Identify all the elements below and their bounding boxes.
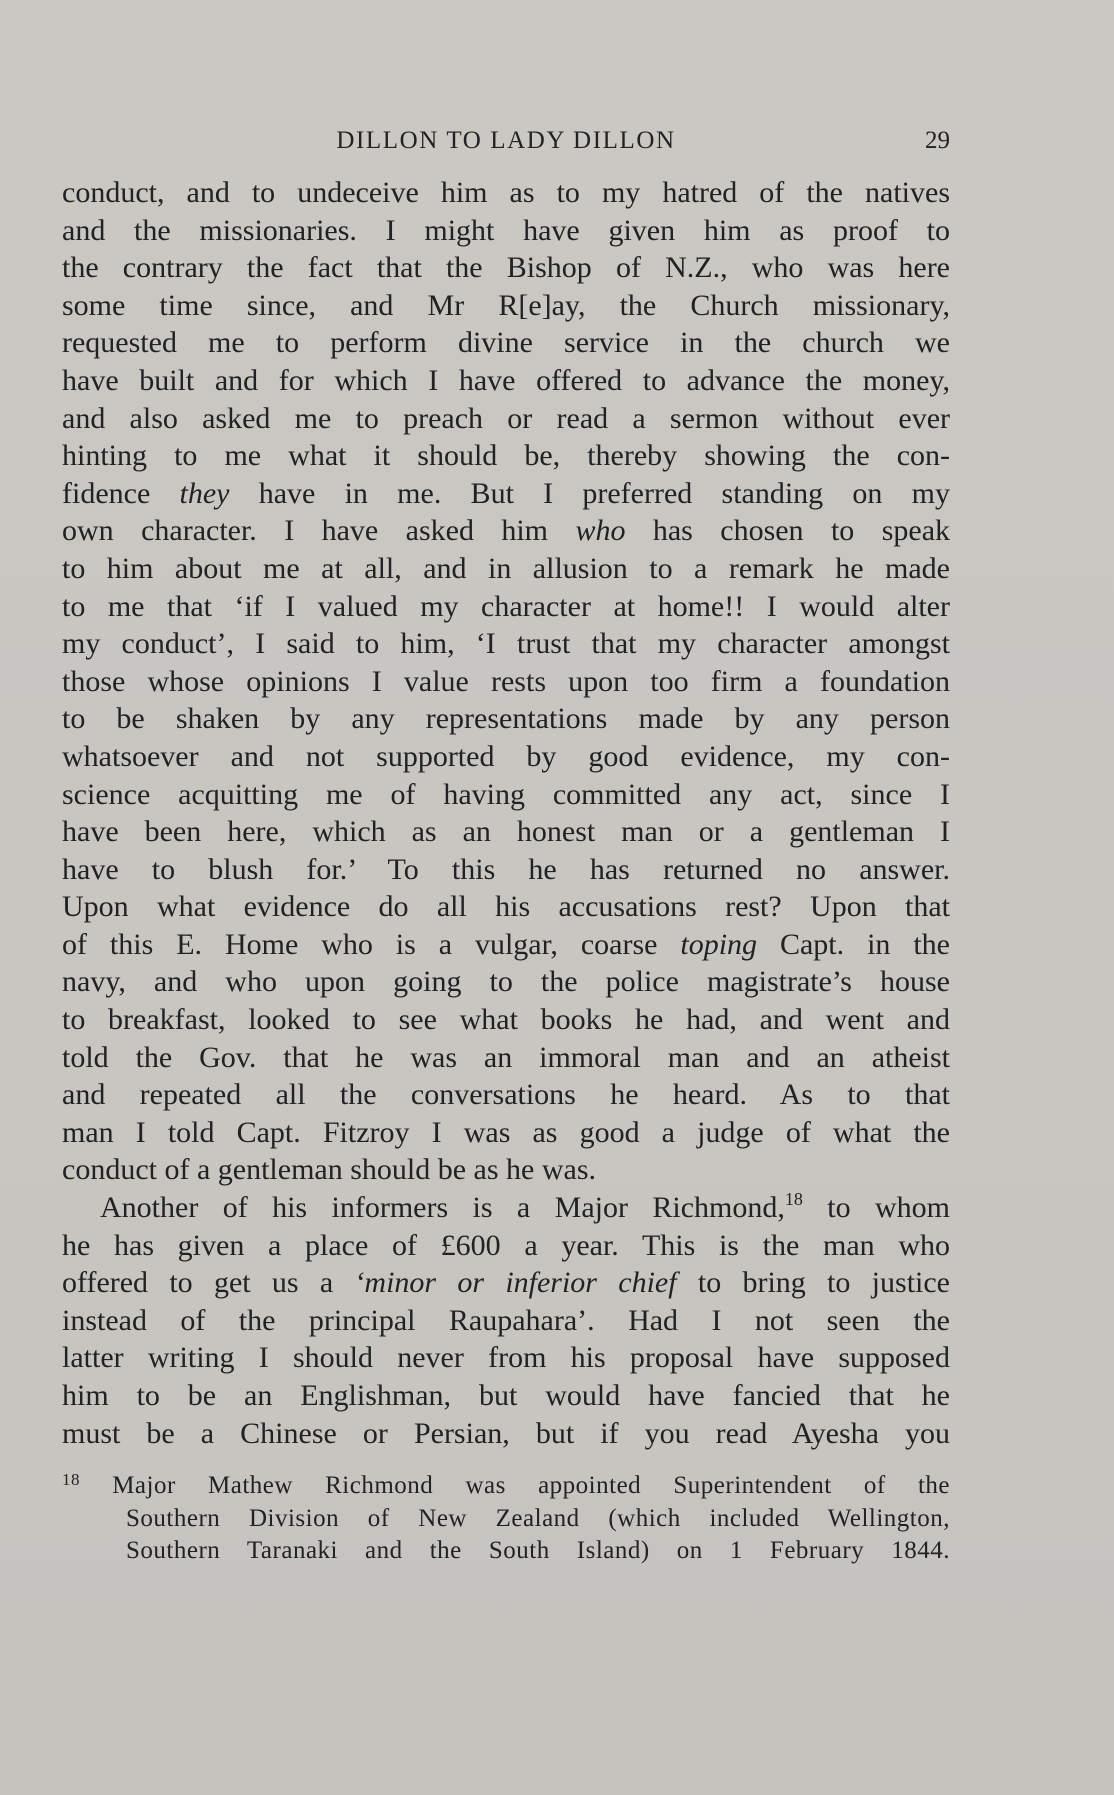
text-line <box>62 663 950 701</box>
page-number: 29 <box>925 127 950 154</box>
text-segment: whatsoever and not supported by good evidence, my con- <box>62 739 950 773</box>
text-line <box>62 926 950 964</box>
text-segment: have built and for which I have offered to advance the money, <box>62 363 950 397</box>
text-line <box>62 324 950 362</box>
text-line <box>62 1039 950 1077</box>
text-segment: those whose opinions I value rests upon too firm a foundation <box>62 664 950 698</box>
text-segment: to bring to justice <box>676 1266 950 1300</box>
text-line <box>62 738 950 776</box>
text-line <box>62 776 950 814</box>
italic-text: they <box>179 476 230 510</box>
footnote-text: Southern Division of New Zealand (which included Wellington, <box>126 1504 950 1532</box>
text-segment: science acquitting me of having committed any act, since I <box>62 777 950 811</box>
text-segment: have in me. But I preferred standing on my <box>229 476 950 510</box>
text-segment: latter writing I should never from his proposal have supposed <box>62 1341 950 1375</box>
italic-text: who <box>575 514 626 548</box>
text-segment: own character. I have asked him <box>62 514 576 548</box>
text-line <box>62 287 950 325</box>
text-segment: has chosen to speak <box>625 514 950 548</box>
text-line <box>62 249 950 287</box>
text-segment: and repeated all the conversations he heard. As to that <box>62 1078 950 1112</box>
text-line <box>62 1227 950 1265</box>
text-segment: my conduct’, I said to him, ‘I trust that my character amongst <box>62 627 950 661</box>
text-segment: to me that ‘if I valued my character at home!! I would alter <box>62 589 950 623</box>
footnote-line <box>62 1503 950 1536</box>
text-segment: Upon what evidence do all his accusations rest? Upon that <box>62 890 950 924</box>
text-segment: some time since, and Mr R[e]ay, the Church missionary, <box>62 288 950 322</box>
text-segment: to him about me at all, and in allusion to a remark he made <box>62 551 950 585</box>
text-line <box>62 400 950 438</box>
text-segment: and the missionaries. I might have given him as proof to <box>62 213 950 247</box>
text-segment: have been here, which as an honest man or a gentleman I <box>62 815 950 849</box>
text-segment: hinting to me what it should be, thereby showing the con- <box>62 439 950 473</box>
text-segment: requested me to perform divine service in the church we <box>62 326 950 360</box>
text-segment: to breakfast, looked to see what books he had, and went and <box>62 1003 950 1037</box>
footnote-line <box>62 1470 950 1503</box>
text-segment: instead of the principal Raupahara’. Had I not seen the <box>62 1303 950 1337</box>
footnote-text: Southern Taranaki and the South Island) on 1 February 1844. <box>126 1537 950 1564</box>
italic-text: toping <box>680 927 758 961</box>
text-line <box>62 851 950 889</box>
text-segment: man I told Capt. Fitzroy I was as good a judge of what the <box>62 1115 950 1149</box>
text-segment: to whom <box>802 1191 950 1225</box>
text-segment: the contrary the fact that the Bishop of N.Z., who was here <box>62 251 950 285</box>
footnote-reference: 18 <box>784 1189 803 1210</box>
text-line <box>62 1302 950 1340</box>
page-header <box>62 124 950 158</box>
text-line <box>62 963 950 1001</box>
text-line <box>62 1377 950 1415</box>
text-line <box>62 212 950 250</box>
text-segment: must be a Chinese or Persian, but if you read Ayesha you <box>62 1416 950 1450</box>
footnote-marker: 18 <box>62 1470 80 1489</box>
footnote-text: Major Mathew Richmond was appointed Superintendent of the <box>112 1472 950 1499</box>
text-line <box>62 1076 950 1114</box>
text-line <box>62 813 950 851</box>
text-line <box>62 512 950 550</box>
text-line <box>62 1415 950 1453</box>
text-line <box>62 1001 950 1039</box>
text-segment: Capt. in the <box>757 927 950 961</box>
text-segment: have to blush for.’ To this he has returned no answer. <box>62 852 950 886</box>
text-segment: to be shaken by any representations made by any person <box>62 702 950 736</box>
text-segment: fidence <box>62 476 180 510</box>
text-segment: conduct of a gentleman should be as he was. <box>62 1153 597 1187</box>
text-segment: and also asked me to preach or read a sermon without ever <box>62 401 950 435</box>
text-line <box>62 1339 950 1377</box>
text-line <box>62 550 950 588</box>
text-segment: navy, and who upon going to the police magistrate’s house <box>62 965 950 999</box>
text-line <box>62 888 950 926</box>
text-line <box>62 437 950 475</box>
text-line <box>62 1189 950 1227</box>
text-segment: of this E. Home who is a vulgar, coarse <box>62 927 681 961</box>
text-line <box>62 588 950 626</box>
italic-text: ‘minor or inferior chief <box>354 1266 677 1300</box>
text-line <box>62 174 950 212</box>
text-segment: told the Gov. that he was an immoral man and an atheist <box>62 1040 950 1074</box>
text-segment: Another of his informers is a Major Richmond, <box>100 1191 785 1225</box>
running-head: DILLON TO LADY DILLON <box>336 127 676 154</box>
body-text <box>62 174 950 1452</box>
text-line <box>62 1151 950 1189</box>
text-segment: offered to get us a <box>62 1266 355 1300</box>
text-line <box>62 1114 950 1152</box>
text-line <box>62 700 950 738</box>
text-line <box>62 1264 950 1302</box>
text-line <box>62 475 950 513</box>
footnote-line <box>62 1535 950 1568</box>
text-segment: conduct, and to undeceive him as to my hatred of the natives <box>62 176 950 209</box>
text-segment: he has given a place of £600 a year. This is the man who <box>62 1228 950 1262</box>
text-line <box>62 362 950 400</box>
footnotes <box>62 1470 950 1568</box>
text-segment: him to be an Englishman, but would have fancied that he <box>62 1379 950 1412</box>
text-line <box>62 625 950 663</box>
